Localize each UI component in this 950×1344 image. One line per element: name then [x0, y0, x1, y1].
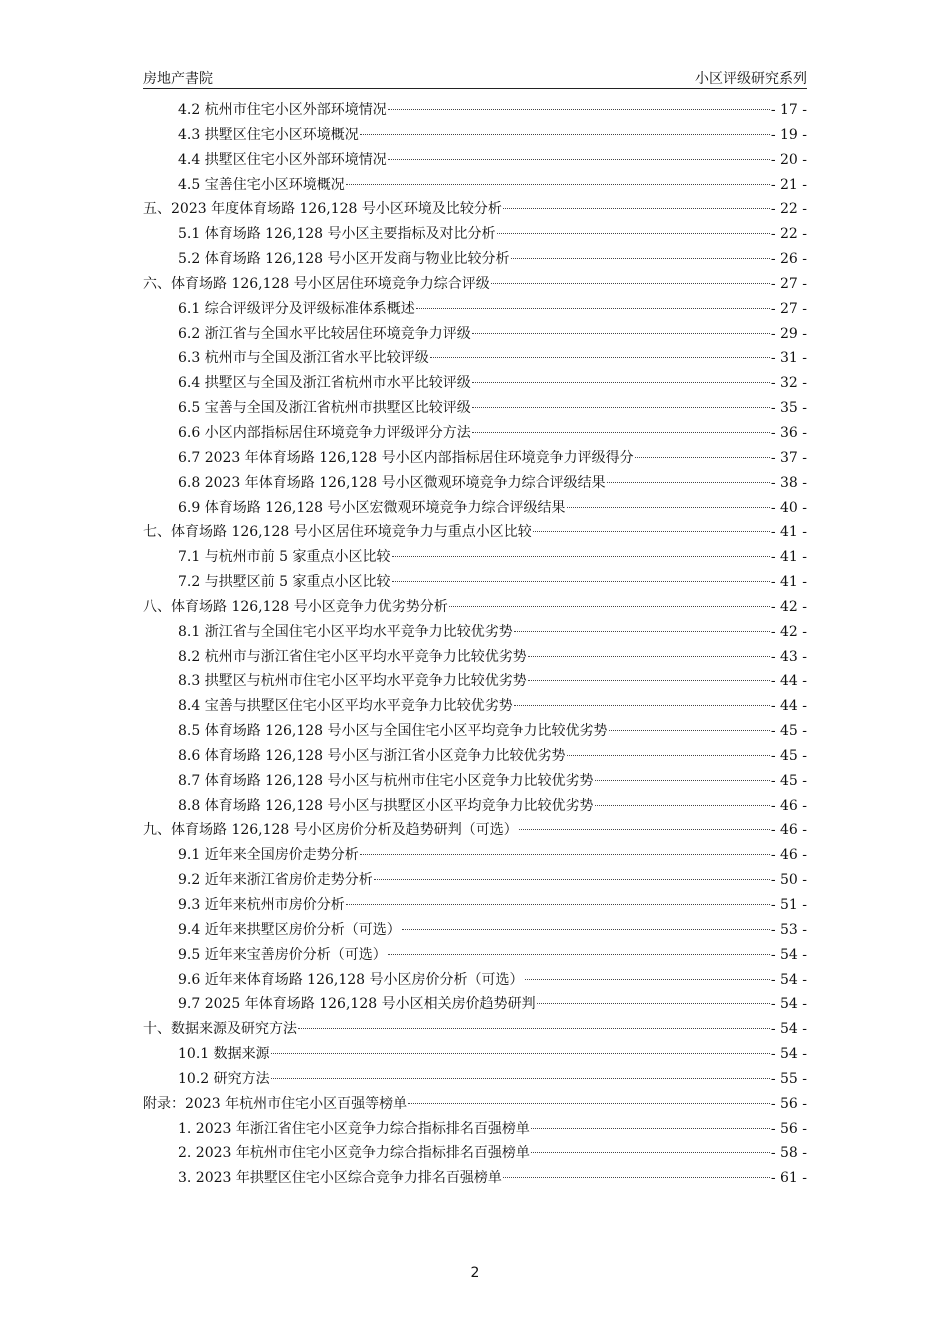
toc-entry-title: 8.8 体育场路 126,128 号小区与拱墅区小区平均竞争力比较优劣势 — [178, 797, 594, 814]
toc-entry-title: 5.1 体育场路 126,128 号小区主要指标及对比分析 — [178, 226, 496, 243]
toc-entry-page: - 54 - — [770, 1021, 807, 1038]
toc-entry-title: 五、2023 年度体育场路 126,128 号小区环境及比较分析 — [143, 201, 502, 218]
toc-dot-leader — [472, 382, 770, 383]
toc-entry-title: 7.2 与拱墅区前 5 家重点小区比较 — [178, 574, 391, 591]
toc-entry-title: 9.3 近年来杭州市房价分析 — [178, 897, 345, 913]
toc-entry-title: 8.5 体育场路 126,128 号小区与全国住宅小区平均竞争力比较优劣势 — [178, 723, 608, 740]
toc-dot-leader — [408, 1103, 770, 1104]
toc-dot-leader — [635, 457, 770, 458]
toc-entry[interactable] — [143, 99, 807, 124]
toc-dot-leader — [525, 979, 770, 980]
toc-entry[interactable] — [143, 993, 807, 1018]
toc-dot-leader — [271, 1053, 770, 1054]
toc-entry-page: - 21 - — [770, 176, 807, 193]
toc-entry-page: - 61 - — [770, 1170, 807, 1187]
toc-entry-title: 七、体育场路 126,128 号小区居住环境竞争力与重点小区比较 — [143, 524, 532, 541]
toc-entry-title: 6.9 体育场路 126,128 号小区宏微观环境竞争力综合评级结果 — [178, 499, 566, 516]
toc-dot-leader — [595, 805, 770, 806]
toc-dot-leader — [567, 507, 770, 508]
toc-dot-leader — [472, 333, 770, 334]
toc-entry[interactable] — [143, 149, 807, 174]
toc-dot-leader — [503, 208, 770, 209]
toc-entry[interactable] — [143, 1093, 807, 1118]
toc-entry-page: - 54 - — [770, 946, 807, 963]
toc-entry-page: - 53 - — [770, 921, 807, 938]
toc-entry-title: 7.1 与杭州市前 5 家重点小区比较 — [178, 549, 391, 566]
toc-entry-page: - 32 - — [770, 375, 807, 392]
toc-dot-leader — [298, 1028, 770, 1029]
toc-entry[interactable] — [143, 472, 807, 497]
toc-entry[interactable] — [143, 223, 807, 248]
toc-entry[interactable] — [143, 1043, 807, 1068]
toc-dot-leader — [511, 258, 770, 259]
toc-dot-leader — [533, 531, 770, 532]
toc-entry-title: 9.1 近年来全国房价走势分析 — [178, 847, 359, 864]
toc-entry-title: 4.2 杭州市住宅小区外部环境情况 — [178, 102, 387, 118]
toc-entry-title: 8.1 浙江省与全国住宅小区平均水平竞争力比较优劣势 — [178, 623, 513, 640]
toc-entry-page: - 41 - — [770, 524, 807, 541]
toc-entry-title: 十、数据来源及研究方法 — [143, 1021, 297, 1038]
toc-dot-leader — [271, 1078, 770, 1079]
toc-dot-leader — [537, 1003, 770, 1004]
page-number: 2 — [470, 1265, 480, 1281]
toc-entry-title: 6.3 杭州市与全国及浙江省水平比较评级 — [178, 350, 429, 367]
toc-entry[interactable] — [143, 596, 807, 621]
toc-entry-page: - 44 - — [770, 698, 807, 715]
toc-entry-page: - 51 - — [770, 897, 807, 913]
toc-entry-page: - 46 - — [770, 847, 807, 864]
toc-entry[interactable] — [143, 497, 807, 522]
toc-entry[interactable] — [143, 969, 807, 994]
toc-dot-leader — [528, 680, 770, 681]
toc-entry-page: - 36 - — [770, 424, 807, 441]
toc-dot-leader — [388, 109, 770, 110]
toc-entry-page: - 37 - — [770, 449, 807, 466]
toc-entry[interactable] — [143, 745, 807, 770]
toc-entry-page: - 54 - — [770, 996, 807, 1013]
toc-entry-title: 6.4 拱墅区与全国及浙江省杭州市水平比较评级 — [178, 375, 471, 392]
toc-entry-title: 4.3 拱墅区住宅小区环境概况 — [178, 126, 359, 143]
toc-entry[interactable] — [143, 944, 807, 969]
toc-entry-page: - 42 - — [770, 623, 807, 640]
toc-entry-page: - 55 - — [770, 1070, 807, 1087]
toc-dot-leader — [402, 929, 770, 930]
toc-entry-page: - 45 - — [770, 772, 807, 789]
toc-entry-title: 3. 2023 年拱墅区住宅小区综合竞争力排名百强榜单 — [178, 1170, 502, 1187]
toc-dot-leader — [531, 1152, 770, 1153]
toc-dot-leader — [528, 656, 770, 657]
toc-entry-title: 8.3 拱墅区与杭州市住宅小区平均水平竞争力比较优劣势 — [178, 673, 527, 690]
toc-entry-page: - 40 - — [770, 499, 807, 516]
toc-entry-page: - 27 - — [770, 300, 807, 317]
toc-entry[interactable] — [143, 124, 807, 149]
toc-entry[interactable] — [143, 397, 807, 422]
toc-dot-leader — [392, 556, 770, 557]
toc-dot-leader — [430, 357, 770, 358]
toc-entry-title: 八、体育场路 126,128 号小区竞争力优劣势分析 — [143, 598, 448, 615]
toc-dot-leader — [514, 631, 770, 632]
toc-entry[interactable] — [143, 323, 807, 348]
toc-entry-title: 8.2 杭州市与浙江省住宅小区平均水平竞争力比较优劣势 — [178, 648, 527, 665]
toc-entry[interactable] — [143, 198, 807, 223]
toc-entry-page: - 20 - — [770, 151, 807, 168]
toc-entry-page: - 54 - — [770, 1046, 807, 1063]
toc-entry[interactable] — [143, 795, 807, 820]
toc-entry-title: 九、体育场路 126,128 号小区房价分析及趋势研判（可选） — [143, 822, 518, 839]
toc-entry-title: 2. 2023 年杭州市住宅小区竞争力综合指标排名百强榜单 — [178, 1145, 530, 1162]
toc-entry-page: - 43 - — [770, 648, 807, 665]
toc-entry-page: - 41 - — [770, 574, 807, 591]
toc-entry-title: 6.7 2023 年体育场路 126,128 号小区内部指标居住环境竞争力评级得分 — [178, 449, 634, 466]
toc-dot-leader — [346, 904, 770, 905]
toc-entry-page: - 46 - — [770, 822, 807, 839]
toc-entry-page: - 44 - — [770, 673, 807, 690]
toc-entry-title: 4.4 拱墅区住宅小区外部环境情况 — [178, 151, 387, 168]
toc-entry-page: - 58 - — [770, 1145, 807, 1162]
toc-entry[interactable] — [143, 869, 807, 894]
toc-entry[interactable] — [143, 1118, 807, 1143]
toc-dot-leader — [449, 606, 770, 607]
toc-entry[interactable] — [143, 1018, 807, 1043]
toc-entry-page: - 56 - — [770, 1095, 807, 1112]
toc-entry-page: - 17 - — [770, 102, 807, 118]
header-publisher: 房地产書院 — [143, 71, 213, 87]
toc-entry-title: 10.1 数据来源 — [178, 1046, 270, 1063]
toc-entry-page: - 54 - — [770, 971, 807, 988]
toc-dot-leader — [531, 1128, 770, 1129]
toc-entry[interactable] — [143, 894, 807, 919]
toc-entry-title: 附录：2023 年杭州市住宅小区百强等榜单 — [143, 1095, 408, 1112]
toc-entry-page: - 45 - — [770, 723, 807, 740]
toc-entry[interactable] — [143, 546, 807, 571]
toc-entry[interactable] — [143, 1167, 807, 1192]
toc-dot-leader — [609, 730, 770, 731]
toc-entry[interactable] — [143, 422, 807, 447]
toc-entry-title: 9.6 近年来体育场路 126,128 号小区房价分析（可选） — [178, 971, 524, 988]
toc-entry-title: 9.2 近年来浙江省房价走势分析 — [178, 872, 373, 889]
toc-entry[interactable] — [143, 919, 807, 944]
toc-entry-title: 8.4 宝善与拱墅区住宅小区平均水平竞争力比较优劣势 — [178, 698, 513, 715]
toc-entry-page: - 19 - — [770, 126, 807, 143]
toc-entry-page: - 22 - — [770, 201, 807, 218]
toc-entry-title: 9.7 2025 年体育场路 126,128 号小区相关房价趋势研判 — [178, 996, 536, 1013]
toc-entry[interactable] — [143, 174, 807, 199]
toc-entry[interactable] — [143, 248, 807, 273]
toc-dot-leader — [607, 482, 770, 483]
header-series-title: 小区评级研究系列 — [695, 71, 807, 87]
toc-dot-leader — [567, 755, 770, 756]
toc-entry-title: 6.2 浙江省与全国水平比较居住环境竞争力评级 — [178, 325, 471, 342]
toc-dot-leader — [519, 829, 770, 830]
toc-entry-title: 六、体育场路 126,128 号小区居住环境竞争力综合评级 — [143, 275, 490, 292]
toc-entry[interactable] — [143, 646, 807, 671]
toc-entry[interactable] — [143, 819, 807, 844]
toc-entry-title: 6.6 小区内部指标居住环境竞争力评级评分方法 — [178, 424, 471, 441]
toc-entry[interactable] — [143, 670, 807, 695]
toc-dot-leader — [497, 233, 770, 234]
toc-entry[interactable] — [143, 720, 807, 745]
toc-entry-page: - 56 - — [770, 1120, 807, 1137]
toc-entry-title: 6.8 2023 年体育场路 126,128 号小区微观环境竞争力综合评级结果 — [178, 474, 606, 491]
toc-dot-leader — [503, 1177, 770, 1178]
toc-entry-page: - 26 - — [770, 251, 807, 268]
toc-dot-leader — [392, 581, 770, 582]
toc-dot-leader — [346, 184, 770, 185]
toc-entry-title: 5.2 体育场路 126,128 号小区开发商与物业比较分析 — [178, 251, 510, 268]
toc-entry-title: 1. 2023 年浙江省住宅小区竞争力综合指标排名百强榜单 — [178, 1120, 530, 1137]
toc-entry-title: 9.4 近年来拱墅区房价分析（可选） — [178, 921, 401, 938]
toc-entry-page: - 29 - — [770, 325, 807, 342]
toc-entry-title: 9.5 近年来宝善房价分析（可选） — [178, 946, 387, 963]
toc-entry-page: - 46 - — [770, 797, 807, 814]
toc-entry-page: - 42 - — [770, 598, 807, 615]
toc-entry[interactable] — [143, 770, 807, 795]
toc-dot-leader — [472, 407, 770, 408]
toc-entry[interactable] — [143, 273, 807, 298]
toc-entry[interactable] — [143, 372, 807, 397]
toc-dot-leader — [388, 954, 770, 955]
toc-entry-title: 8.7 体育场路 126,128 号小区与杭州市住宅小区竞争力比较优劣势 — [178, 772, 594, 789]
toc-entry-title: 10.2 研究方法 — [178, 1070, 270, 1087]
toc-entry-title: 4.5 宝善住宅小区环境概况 — [178, 176, 345, 193]
toc-dot-leader — [374, 879, 770, 880]
toc-dot-leader — [416, 308, 770, 309]
toc-dot-leader — [491, 283, 770, 284]
toc-dot-leader — [595, 780, 770, 781]
toc-entry[interactable] — [143, 1142, 807, 1167]
toc-entry-page: - 38 - — [770, 474, 807, 491]
toc-entry-page: - 27 - — [770, 275, 807, 292]
toc-dot-leader — [360, 134, 770, 135]
toc-entry-page: - 22 - — [770, 226, 807, 243]
toc-dot-leader — [360, 854, 770, 855]
toc-entry-page: - 45 - — [770, 747, 807, 764]
toc-dot-leader — [514, 705, 770, 706]
toc-entry-page: - 41 - — [770, 549, 807, 566]
table-of-contents — [143, 99, 807, 1192]
toc-entry-title: 6.1 综合评级评分及评级标准体系概述 — [178, 300, 415, 317]
toc-entry-page: - 31 - — [770, 350, 807, 367]
page-header — [143, 66, 807, 89]
toc-entry-title: 6.5 宝善与全国及浙江省杭州市拱墅区比较评级 — [178, 400, 471, 417]
toc-entry-page: - 35 - — [770, 400, 807, 417]
toc-entry-title: 8.6 体育场路 126,128 号小区与浙江省小区竞争力比较优劣势 — [178, 747, 566, 764]
toc-entry[interactable] — [143, 298, 807, 323]
toc-entry[interactable] — [143, 695, 807, 720]
toc-dot-leader — [472, 432, 770, 433]
toc-entry[interactable] — [143, 621, 807, 646]
toc-dot-leader — [388, 159, 770, 160]
toc-entry[interactable] — [143, 347, 807, 372]
toc-entry[interactable] — [143, 447, 807, 472]
toc-entry-page: - 50 - — [770, 872, 807, 889]
toc-entry[interactable] — [143, 844, 807, 869]
toc-entry[interactable] — [143, 521, 807, 546]
toc-entry[interactable] — [143, 571, 807, 596]
toc-entry[interactable] — [143, 1068, 807, 1093]
